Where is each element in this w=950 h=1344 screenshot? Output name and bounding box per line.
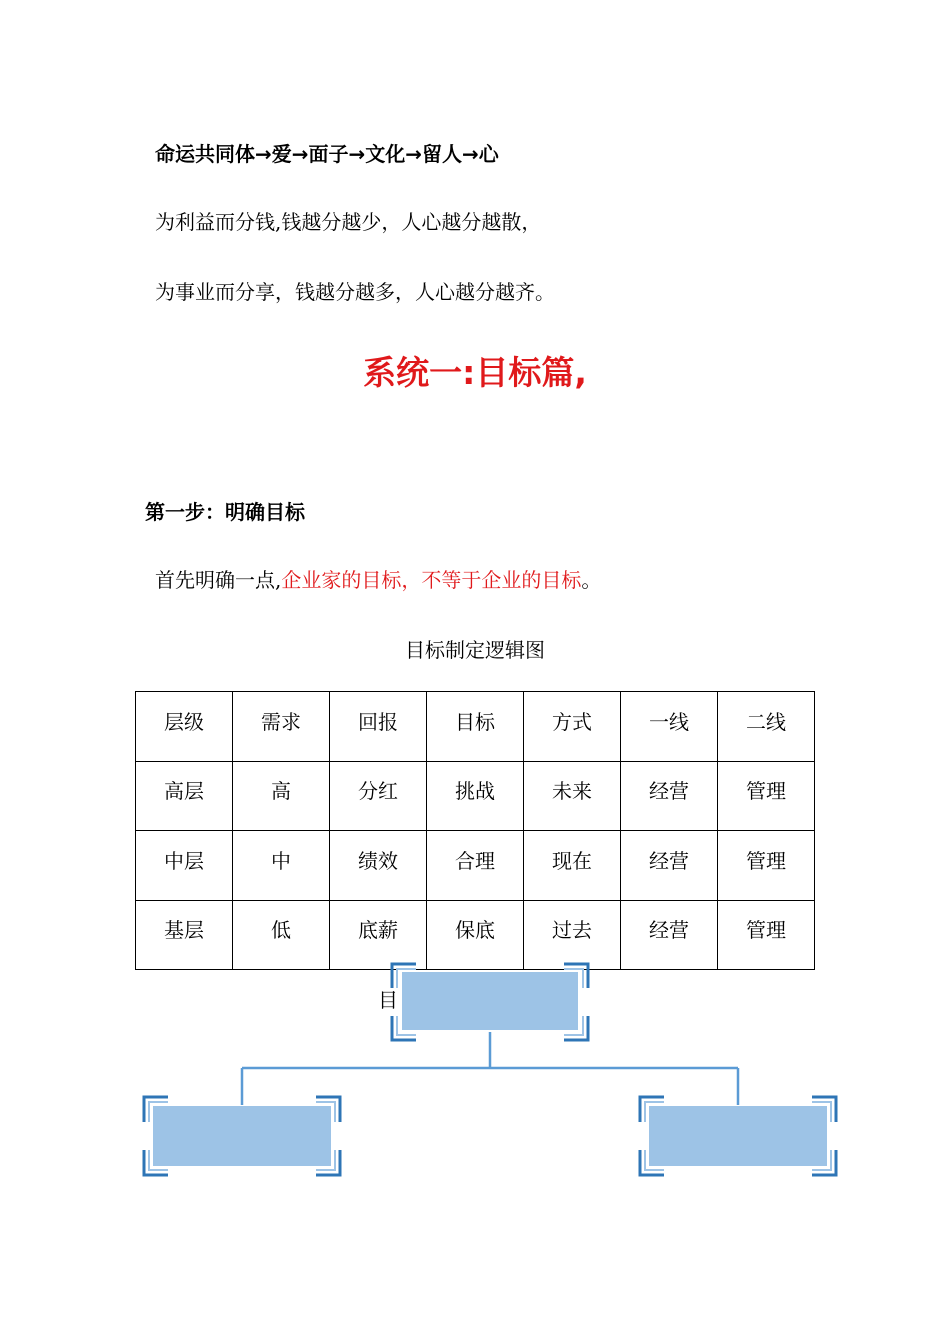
table-header-cell: 回报 [330, 692, 427, 762]
table-header-cell: 目标 [427, 692, 524, 762]
table-cell: 中层 [136, 831, 233, 901]
table-cell: 过去 [524, 900, 621, 970]
table-cell: 未来 [524, 761, 621, 831]
section-title: 系统一:目标篇, [363, 353, 587, 392]
diagram-box-right[interactable] [640, 1097, 836, 1175]
table-cell: 保底 [427, 900, 524, 970]
box-right-fill [649, 1106, 827, 1166]
intro-highlight: 企业家的目标，不等于企业的目标 [281, 568, 582, 592]
box-left-fill [153, 1106, 331, 1166]
table-header-cell: 方式 [524, 692, 621, 762]
intro-suffix: 。 [581, 568, 602, 592]
table-header-cell: 层级 [136, 692, 233, 762]
table-cell: 中 [233, 831, 330, 901]
diagram-caption-partial: 目 [378, 988, 398, 1012]
diagram-box-left[interactable] [144, 1097, 340, 1175]
table-header-cell: 一线 [621, 692, 718, 762]
table-cell: 经营 [621, 761, 718, 831]
table-cell: 经营 [621, 900, 718, 970]
table-cell: 管理 [718, 761, 815, 831]
table-cell: 基层 [136, 900, 233, 970]
table-cell: 挑战 [427, 761, 524, 831]
table-cell: 现在 [524, 831, 621, 901]
table-cell: 合理 [427, 831, 524, 901]
table-cell: 管理 [718, 831, 815, 901]
intro-prefix: 首先明确一点, [155, 568, 282, 592]
table-cell: 底薪 [330, 900, 427, 970]
table-caption: 目标制定逻辑图 [405, 638, 545, 662]
paragraph-career-share: 为事业而分享，钱越分越多，人心越分越齐。 [155, 280, 555, 304]
table-cell: 低 [233, 900, 330, 970]
table-cell: 管理 [718, 900, 815, 970]
table-cell: 绩效 [330, 831, 427, 901]
box-top-fill [402, 972, 578, 1030]
table-header-cell: 二线 [718, 692, 815, 762]
table-cell: 高层 [136, 761, 233, 831]
diagram-box-top[interactable] [392, 964, 588, 1040]
diagram-connectors [242, 1032, 738, 1105]
paragraph-profit-share: 为利益而分钱,钱越分越少，人心越分越散， [155, 210, 542, 234]
table-cell: 分红 [330, 761, 427, 831]
table-cell: 经营 [621, 831, 718, 901]
step-heading: 第一步：明确目标 [145, 500, 305, 524]
table-header-cell: 需求 [233, 692, 330, 762]
paragraph-value-chain: 命运共同体→爱→面子→文化→留人→心 [155, 142, 499, 166]
table-cell: 高 [233, 761, 330, 831]
